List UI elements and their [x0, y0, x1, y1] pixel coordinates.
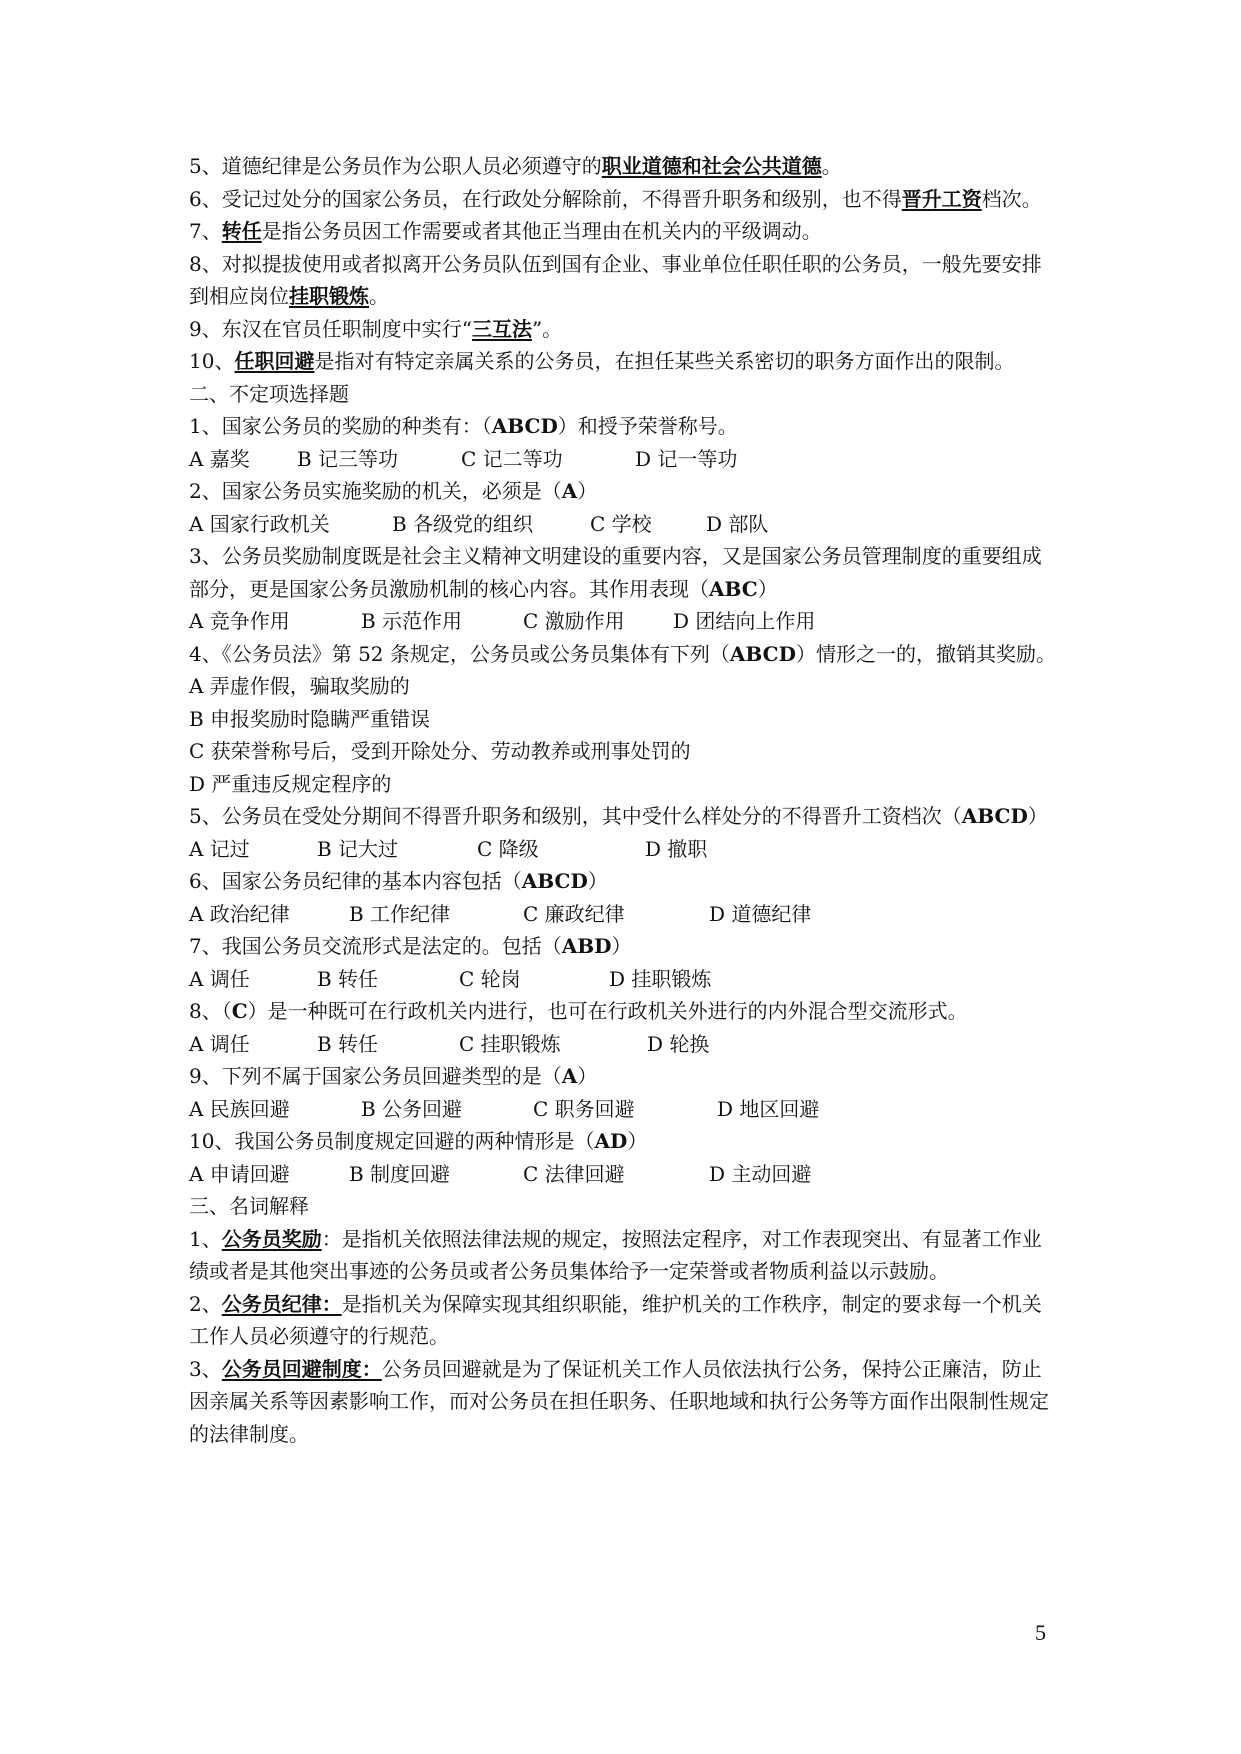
term-number: 3、 — [189, 1356, 222, 1381]
term-body: 公务员回避就是为了保证机关工作人员依法执行公务，保持公正廉洁，防止因亲属关系等因素影响工作，而对公务员在担任职务、任职地域和执行公务等方面作出限制性规定的法律制度。 — [189, 1356, 1049, 1446]
option-b: B 工作纪律 — [349, 901, 451, 926]
option-b: B 记大过 — [317, 836, 399, 861]
fill-blank-q7 — [189, 215, 1059, 248]
option-b: B 各级党的组织 — [392, 511, 534, 536]
question-text: ） — [577, 479, 598, 503]
option-a: A 民族回避 — [189, 1096, 290, 1121]
q5-prefix: 5、道德纪律是公务员作为公职人员必须遵守的 — [189, 154, 602, 178]
fill-blank-q6 — [189, 183, 1059, 216]
question-text: 9、下列不属于国家公务员回避类型的是（ — [189, 1064, 562, 1088]
q7-suffix: 是指公务员因工作需要或者其他正当理由在机关内的平级调动。 — [261, 219, 822, 243]
term-keyword: 公务员奖励 — [221, 1226, 322, 1251]
option-c: C 记二等功 — [461, 446, 563, 471]
option-c: C 职务回避 — [533, 1096, 635, 1121]
option-d: D 撤职 — [645, 836, 708, 861]
question-text: 1、国家公务员的奖励的种类有：（ — [189, 414, 492, 438]
mc-options-8 — [189, 1028, 1059, 1061]
option-a: A 申请回避 — [189, 1161, 290, 1186]
question-text: ）和授予荣誉称号。 — [557, 414, 738, 438]
option-b: B 记三等功 — [297, 446, 399, 471]
option-d: D 道德纪律 — [709, 901, 812, 926]
option-a: A 嘉奖 — [189, 446, 250, 471]
q8-answer: 挂职锻炼 — [289, 284, 369, 308]
fill-blank-q5 — [189, 150, 1059, 183]
mc-options-1 — [189, 443, 1059, 476]
mc-question-5 — [189, 800, 1059, 833]
option-c: C 法律回避 — [523, 1161, 625, 1186]
q8-suffix: 。 — [369, 284, 389, 308]
answer-key: A — [561, 1064, 578, 1088]
q10-answer: 任职回避 — [234, 349, 315, 373]
mc-options-6 — [189, 898, 1059, 931]
term-body: 是指机关为保障实现其组织职能，维护机关的工作秩序，制定的要求每一个机关工作人员必须遵守的行规范。 — [189, 1291, 1042, 1348]
term-definition-2 — [189, 1288, 1059, 1353]
mc-options-5 — [189, 833, 1059, 866]
answer-key: C — [231, 999, 248, 1023]
option-a: A 调任 — [189, 966, 250, 991]
fill-blank-q9 — [189, 313, 1059, 346]
mc-question-3 — [189, 540, 1059, 605]
option-c: C 学校 — [590, 511, 652, 536]
option-c: C 挂职锻炼 — [459, 1031, 561, 1056]
question-text: 6、国家公务员纪律的基本内容包括（ — [189, 869, 522, 893]
option-a: A 竞争作用 — [189, 609, 290, 633]
option-c: C 获荣誉称号后，受到开除处分、劳动教养或刑事处罚的 — [189, 739, 691, 763]
mc-question-9 — [189, 1060, 1059, 1093]
page-number: 5 — [1035, 1620, 1046, 1645]
q9-suffix: ”。 — [531, 316, 563, 341]
option-d: D 挂职锻炼 — [609, 966, 712, 991]
fill-blank-q8 — [189, 248, 1059, 313]
question-text: 2、国家公务员实施奖励的机关，必须是（ — [189, 479, 562, 503]
option-a: A 政治纪律 — [189, 901, 290, 926]
option-d: D 地区回避 — [717, 1096, 820, 1121]
term-keyword: 公务员回避制度： — [221, 1356, 382, 1381]
answer-key: ABCD — [729, 641, 796, 666]
option-d: D 团结向上作用 — [673, 609, 816, 633]
question-text: 5、公务员在受处分期间不得晋升职务和级别，其中受什么样处分的不得晋升工资档次（ — [189, 804, 962, 828]
question-text: ） — [627, 1129, 648, 1153]
option-d: D 部队 — [706, 511, 769, 536]
question-text: 7、我国公务员交流形式是法定的。包括（ — [189, 934, 562, 958]
term-number: 1、 — [189, 1226, 222, 1251]
option-c: C 激励作用 — [523, 609, 625, 633]
answer-key: ABC — [709, 576, 758, 601]
q9-prefix: 9、东汉在官员任职制度中实行“ — [189, 316, 472, 341]
q10-suffix: 是指对有特定亲属关系的公务员，在担任某些关系密切的职务方面作出的限制。 — [314, 349, 1015, 373]
mc-question-7 — [189, 930, 1059, 963]
option-d: D 轮换 — [647, 1031, 710, 1056]
option-c: C 降级 — [477, 836, 539, 861]
mc-question-8 — [189, 995, 1059, 1028]
term-body: ：是指机关依照法律法规的规定，按照法定程序，对工作表现突出、有显著工作业绩或者是其他突出事迹的公务员或者公务员集体给予一定荣誉或者物质利益以示鼓励。 — [189, 1226, 1042, 1283]
q5-answer: 职业道德和社会公共道德 — [601, 154, 822, 178]
term-definition-1 — [189, 1223, 1059, 1288]
question-text: 8、（ — [189, 999, 232, 1023]
term-number: 2、 — [189, 1291, 222, 1316]
option-b: B 示范作用 — [361, 609, 463, 633]
q6-suffix: 档次。 — [981, 186, 1042, 211]
mc-options-2 — [189, 508, 1059, 541]
option-b: B 申报奖励时隐瞒严重错误 — [189, 706, 431, 731]
q5-suffix: 。 — [821, 154, 842, 178]
option-c: C 轮岗 — [459, 966, 521, 991]
answer-key: ABCD — [961, 804, 1028, 828]
question-text: ） — [577, 1064, 598, 1088]
question-text: 4、《公务员法》第 52 条规定，公务员或公务员集体有下列（ — [189, 641, 730, 666]
mc-options-3 — [189, 605, 1059, 638]
mc-options-9 — [189, 1093, 1059, 1126]
document-body — [189, 150, 1059, 1450]
option-b: B 转任 — [317, 966, 379, 991]
option-d: D 主动回避 — [709, 1161, 812, 1186]
option-d: D 严重违反规定程序的 — [189, 771, 392, 796]
mc-options-7 — [189, 963, 1059, 996]
mc-question-4 — [189, 638, 1059, 671]
question-text: ） — [757, 576, 778, 601]
q7-prefix: 7、 — [189, 219, 222, 243]
question-text: 10、我国公务员制度规定回避的两种情形是（ — [189, 1129, 595, 1153]
option-b: B 公务回避 — [361, 1096, 463, 1121]
answer-key: AD — [594, 1129, 628, 1153]
mc-options-10 — [189, 1158, 1059, 1191]
q6-prefix: 6、受记过处分的国家公务员，在行政处分解除前，不得晋升职务和级别，也不得 — [189, 186, 902, 211]
mc-question-2 — [189, 475, 1059, 508]
q9-answer: 三互法 — [471, 316, 532, 341]
option-a: A 记过 — [189, 836, 250, 861]
question-text: ） — [611, 934, 632, 958]
option-d: D 记一等功 — [635, 446, 738, 471]
section-heading-multiple-choice: 二、不定项选择题 — [189, 381, 349, 406]
answer-key: ABD — [561, 934, 612, 958]
fill-blank-q10 — [189, 345, 1059, 378]
option-c: C 廉政纪律 — [523, 901, 625, 926]
question-text: ） — [587, 869, 608, 893]
mc-question-1 — [189, 410, 1059, 443]
question-text: ） — [1027, 804, 1048, 828]
option-a: A 调任 — [189, 1031, 250, 1056]
option-b: B 转任 — [317, 1031, 379, 1056]
term-definition-3 — [189, 1353, 1059, 1451]
option-a: A 弄虚作假，骗取奖励的 — [189, 674, 410, 698]
answer-key: ABCD — [521, 869, 588, 893]
answer-key: ABCD — [491, 414, 558, 438]
mc-question-6 — [189, 865, 1059, 898]
question-text: ）是一种既可在行政机关内进行，也可在行政机关外进行的内外混合型交流形式。 — [247, 999, 968, 1023]
mc-question-10 — [189, 1125, 1059, 1158]
q7-answer: 转任 — [221, 219, 262, 243]
question-text: 3、公务员奖励制度既是社会主义精神文明建设的重要内容，又是国家公务员管理制度的重要组成部分，更是国家公务员激励机制的核心内容。其作用表现（ — [189, 544, 1042, 601]
section-heading-term-definitions: 三、名词解释 — [189, 1194, 309, 1218]
q8-prefix: 8、对拟提拔使用或者拟离开公务员队伍到国有企业、事业单位任职任职的公务员，一般先要安排到相应岗位 — [189, 251, 1042, 308]
term-keyword: 公务员纪律： — [221, 1291, 342, 1316]
option-a: A 国家行政机关 — [189, 511, 330, 536]
question-text: ）情形之一的，撤销其奖励。 — [795, 641, 1056, 666]
answer-key: A — [561, 479, 578, 503]
option-b: B 制度回避 — [349, 1161, 451, 1186]
q10-prefix: 10、 — [189, 349, 235, 373]
q6-answer: 晋升工资 — [901, 186, 982, 211]
